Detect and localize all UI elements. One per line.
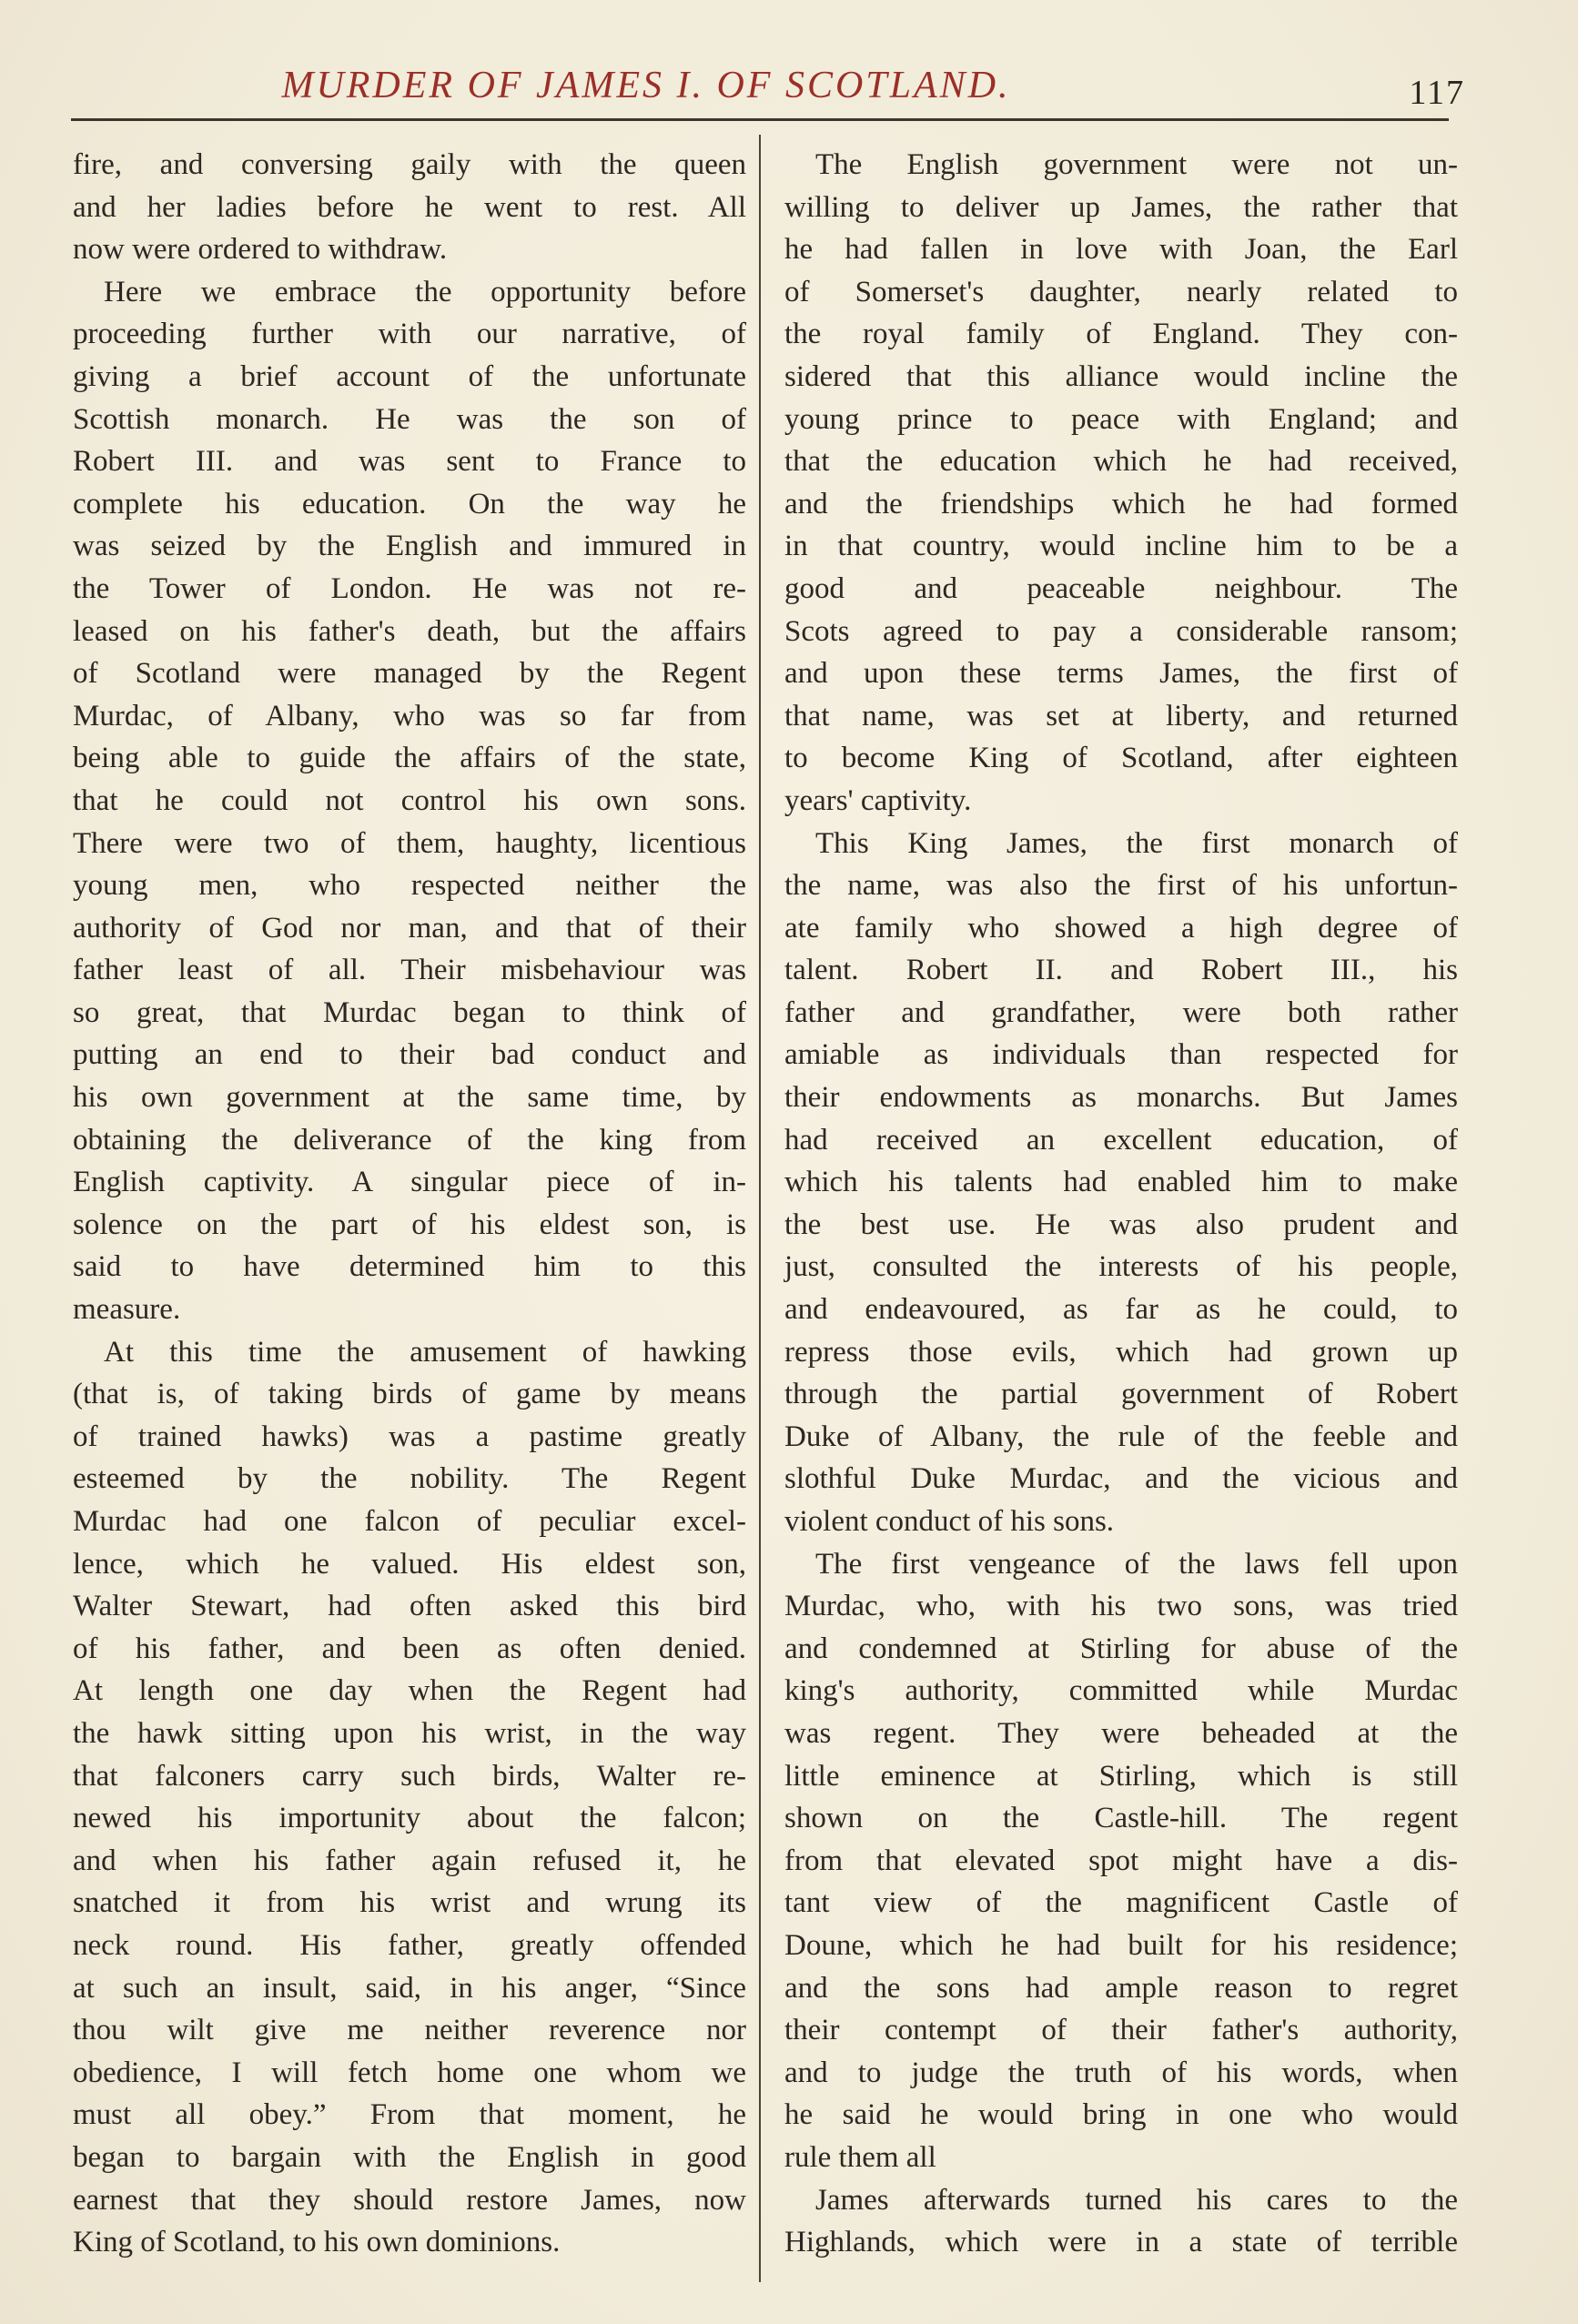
text-line: The English government were not un- [815, 148, 1458, 181]
text-line: began to bargain with the English in good [73, 2140, 746, 2174]
text-line: rule them all [784, 2140, 936, 2174]
text-line: slothful Duke Murdac, and the vicious and [784, 1462, 1458, 1496]
right-text-column [784, 144, 1458, 2264]
text-line: must all obey.” From that moment, he [73, 2098, 746, 2132]
text-line: fire, and conversing gaily with the queen [73, 148, 746, 181]
text-line: was regent. They were beheaded at the [784, 1716, 1458, 1750]
text-line: just, consulted the interests of his people, [784, 1250, 1458, 1284]
text-line: through the partial government of Robert [784, 1378, 1458, 1411]
text-line: Murdac, who, with his two sons, was tried [784, 1590, 1458, 1623]
text-line: The first vengeance of the laws fell upon [815, 1547, 1458, 1581]
text-line: earnest that they should restore James, now [73, 2183, 746, 2217]
text-line: At length one day when the Regent had [73, 1674, 746, 1708]
text-line: said to have determined him to this [73, 1250, 746, 1284]
text-line: the royal family of England. They con- [784, 318, 1458, 351]
text-line: At this time the amusement of hawking [104, 1335, 746, 1369]
text-line: measure. [73, 1293, 181, 1327]
text-line: which his talents had enabled him to make [784, 1166, 1458, 1199]
text-line: English captivity. A singular piece of in- [73, 1166, 746, 1199]
text-line: obedience, I will fetch home one whom we [73, 2056, 746, 2089]
text-line: obtaining the deliverance of the king from [73, 1123, 746, 1157]
text-line: father and grandfather, were both rather [784, 995, 1458, 1029]
text-line: putting an end to their bad conduct and [73, 1038, 746, 1072]
text-line: and the sons had ample reason to regret [784, 1971, 1458, 2005]
text-line: and condemned at Stirling for abuse of the [784, 1632, 1458, 1665]
header-rule [71, 118, 1449, 121]
text-line: and upon these terms James, the first of [784, 657, 1458, 691]
text-line: Doune, which he had built for his residence; [784, 1928, 1458, 1962]
text-line: talent. Robert II. and Robert III., his [784, 954, 1458, 987]
text-line: complete his education. On the way he [73, 487, 746, 520]
text-line: and her ladies before he went to rest. All [73, 190, 746, 224]
text-line: had received an excellent education, of [784, 1123, 1458, 1157]
text-line: Walter Stewart, had often asked this bird [73, 1590, 746, 1623]
text-line: Murdac had one falcon of peculiar excel- [73, 1505, 746, 1538]
text-line: young prince to peace with England; and [784, 402, 1458, 436]
text-line: king's authority, committed while Murdac [784, 1674, 1458, 1708]
text-line: so great, that Murdac began to think of [73, 995, 746, 1029]
text-line: and to judge the truth of his words, when [784, 2056, 1458, 2089]
running-head: MURDER OF JAMES I. OF SCOTLAND. [281, 65, 1011, 106]
text-line: neck round. His father, greatly offended [73, 1928, 746, 1962]
text-line: leased on his father's death, but the affairs [73, 614, 746, 648]
text-line: This King James, the first monarch of [815, 826, 1458, 860]
text-line: to become King of Scotland, after eighteen [784, 742, 1458, 775]
text-line: years' captivity. [784, 783, 972, 817]
text-line: of trained hawks) was a pastime greatly [73, 1420, 746, 1453]
text-line: amiable as individuals than respected for [784, 1038, 1458, 1072]
text-line: young men, who respected neither the [73, 869, 746, 903]
text-line: willing to deliver up James, the rather that [784, 190, 1458, 224]
text-line: giving a brief account of the unfortunate [73, 359, 746, 393]
text-line: from that elevated spot might have a dis- [784, 1844, 1458, 1877]
text-line: esteemed by the nobility. The Regent [73, 1462, 746, 1496]
page-number: 117 [1409, 74, 1465, 112]
text-line: newed his importunity about the falcon; [73, 1802, 746, 1835]
text-line: the best use. He was also prudent and [784, 1207, 1458, 1241]
text-line: the hawk sitting upon his wrist, in the way [73, 1716, 746, 1750]
text-line: that name, was set at liberty, and returned [784, 699, 1458, 733]
text-line: of Scotland were managed by the Regent [73, 657, 746, 691]
text-line: Scottish monarch. He was the son of [73, 402, 746, 436]
text-line: James afterwards turned his cares to the [815, 2183, 1458, 2217]
text-line: and when his father again refused it, he [73, 1844, 746, 1877]
text-line: his own government at the same time, by [73, 1081, 746, 1115]
text-line: authority of God nor man, and that of their [73, 911, 746, 945]
text-line: (that is, of taking birds of game by means [73, 1378, 746, 1411]
text-line: he had fallen in love with Joan, the Earl [784, 233, 1458, 267]
text-line: Scots agreed to pay a considerable ransom; [784, 614, 1458, 648]
text-line: little eminence at Stirling, which is still [784, 1759, 1458, 1793]
text-line: of Somerset's daughter, nearly related to [784, 275, 1458, 308]
text-line: Highlands, which were in a state of terrible [784, 2226, 1458, 2259]
text-line: King of Scotland, to his own dominions. [73, 2226, 561, 2259]
text-line: Duke of Albany, the rule of the feeble and [784, 1420, 1458, 1453]
text-line: snatched it from his wrist and wrung its [73, 1886, 746, 1920]
text-line: the Tower of London. He was not re- [73, 571, 746, 605]
text-line: tant view of the magnificent Castle of [784, 1886, 1458, 1920]
text-line: he said he would bring in one who would [784, 2098, 1458, 2132]
text-line: of his father, and been as often denied. [73, 1632, 746, 1665]
text-line: shown on the Castle-hill. The regent [784, 1802, 1458, 1835]
text-line: was seized by the English and immured in [73, 530, 746, 563]
text-line: There were two of them, haughty, licentious [73, 826, 746, 860]
text-line: that the education which he had received, [784, 445, 1458, 479]
text-line: that he could not control his own sons. [73, 783, 746, 817]
text-line: their contempt of their father's authority, [784, 2014, 1458, 2047]
text-line: father least of all. Their misbehaviour was [73, 954, 746, 987]
text-line: Murdac, of Albany, who was so far from [73, 699, 746, 733]
text-line: Robert III. and was sent to France to [73, 445, 746, 479]
text-line: repress those evils, which had grown up [784, 1335, 1458, 1369]
text-line: in that country, would incline him to be a [784, 530, 1458, 563]
text-line: now were ordered to withdraw. [73, 233, 448, 267]
text-line: thou wilt give me neither reverence nor [73, 2014, 746, 2047]
text-line: being able to guide the affairs of the state, [73, 742, 746, 775]
text-line: their endowments as monarchs. But James [784, 1081, 1458, 1115]
text-line: violent conduct of his sons. [784, 1505, 1115, 1538]
text-line: at such an insult, said, in his anger, “Since [73, 1971, 746, 2005]
left-text-column [73, 144, 746, 2264]
text-line: and the friendships which he had formed [784, 487, 1458, 520]
text-line: and endeavoured, as far as he could, to [784, 1293, 1458, 1327]
text-line: good and peaceable neighbour. The [784, 571, 1458, 605]
text-line: Here we embrace the opportunity before [104, 275, 746, 308]
column-divider [759, 135, 761, 2282]
text-line: sidered that this alliance would incline the [784, 359, 1458, 393]
text-line: lence, which he valued. His eldest son, [73, 1547, 746, 1581]
text-line: that falconers carry such birds, Walter re- [73, 1759, 746, 1793]
text-line: proceeding further with our narrative, of [73, 318, 746, 351]
text-line: the name, was also the first of his unfortun- [784, 869, 1458, 903]
text-line: solence on the part of his eldest son, is [73, 1207, 746, 1241]
text-line: ate family who showed a high degree of [784, 911, 1458, 945]
